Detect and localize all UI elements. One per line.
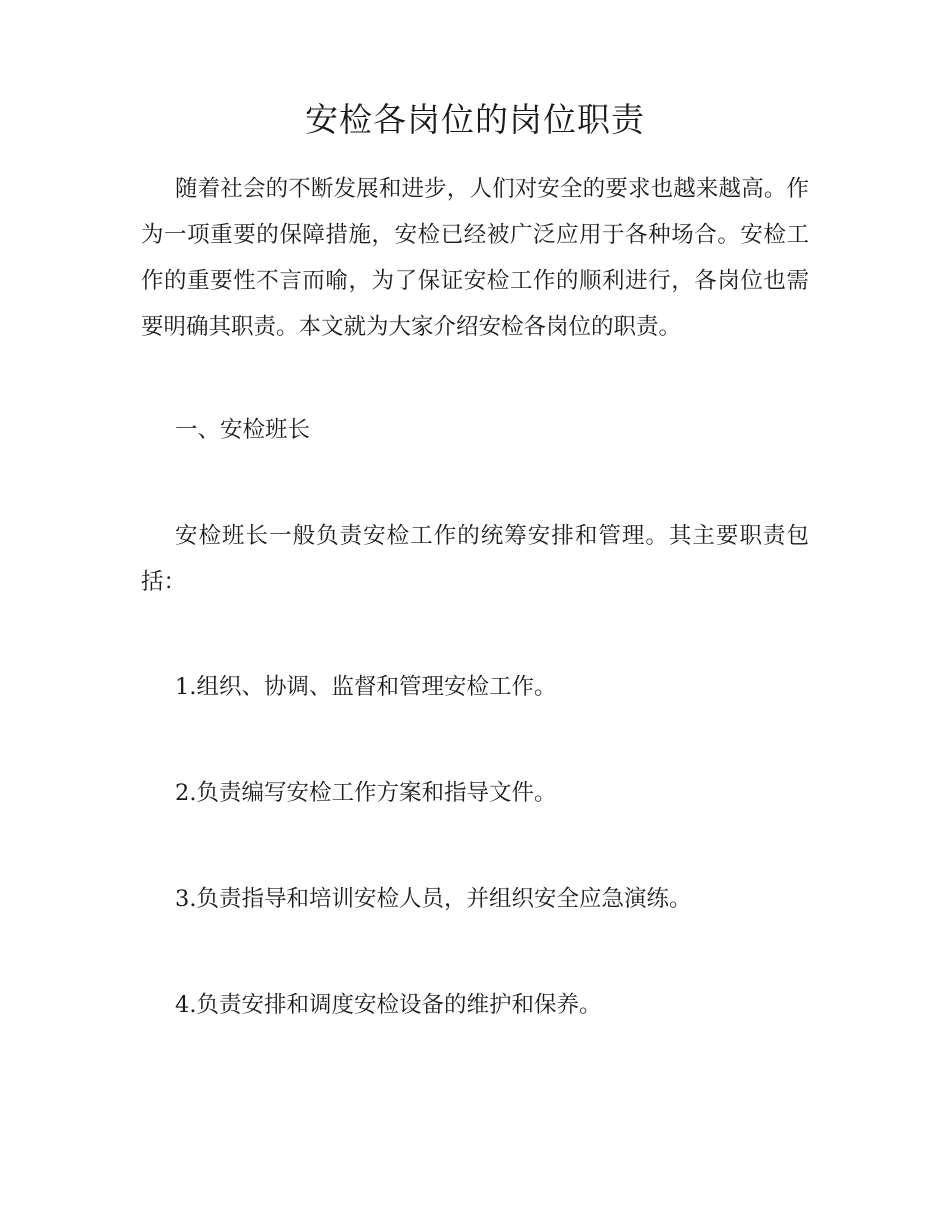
section-heading-leader: 一、安检班长	[175, 417, 311, 443]
duty-item: 3.负责指导和培训安检人员，并组织安全应急演练。	[175, 886, 692, 912]
page-title: 安检各岗位的岗位职责	[305, 100, 645, 139]
section-description: 安检班长一般负责安检工作的统筹安排和管理。其主要职责包括：	[141, 523, 809, 595]
duty-item: 1.组织、协调、监督和管理安检工作。	[175, 674, 557, 700]
intro-paragraph: 随着社会的不断发展和进步，人们对安全的要求也越来越高。作为一项重要的保障措施，安检已经被广泛应用于各种场合。安检工作的重要性不言而喻，为了保证安检工作的顺利进行，各岗位也需要明确其职责。本文就为大家介绍安检各岗位的职责。	[141, 176, 809, 340]
duty-item: 4.负责安排和调度安检设备的维护和保养。	[175, 992, 602, 1018]
duty-item: 2.负责编写安检工作方案和指导文件。	[175, 780, 557, 806]
